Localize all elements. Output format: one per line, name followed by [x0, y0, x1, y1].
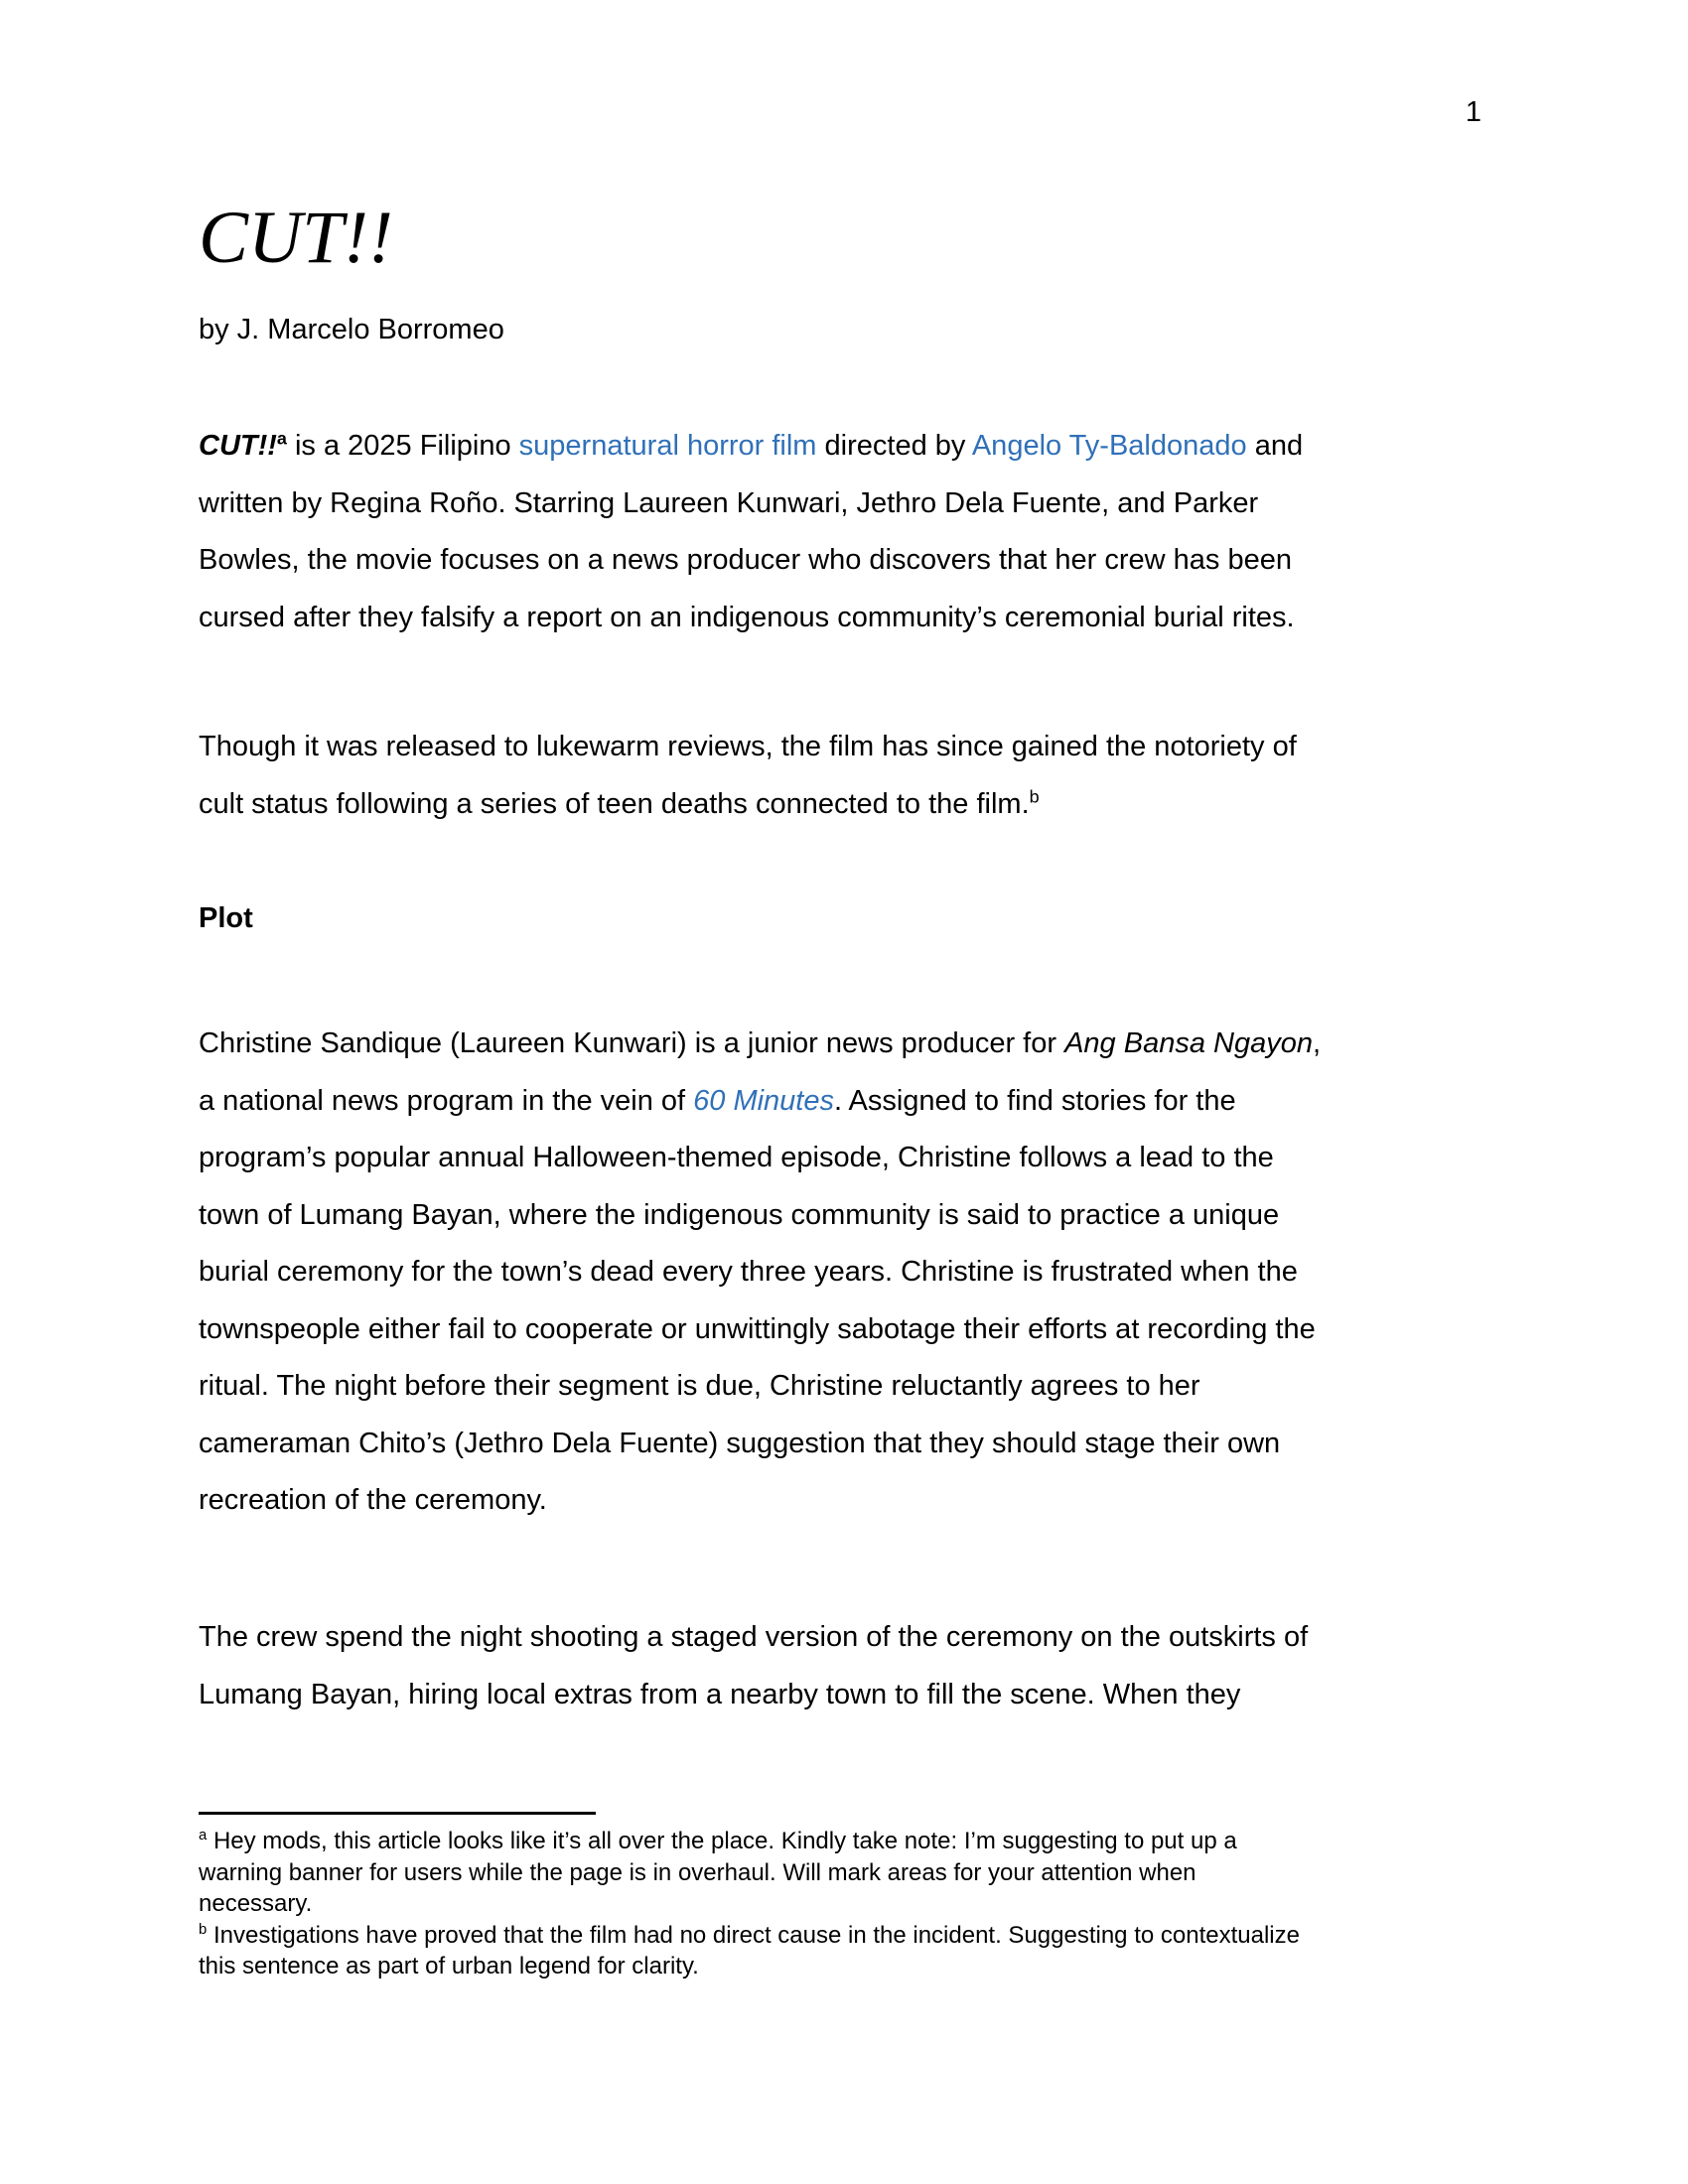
text-segment: a — [276, 428, 287, 449]
plot-paragraph-1 — [199, 1016, 1569, 1530]
text-segment: recreation of the ceremony. — [199, 1484, 547, 1516]
text-line — [199, 1609, 1569, 1667]
text-line — [199, 1358, 1569, 1416]
text-line — [199, 476, 1569, 533]
text-segment: town of Lumang Bayan, where the indigenous community is said to practice a unique — [199, 1198, 1280, 1231]
text-line — [199, 1244, 1569, 1301]
text-segment: directed by — [816, 430, 972, 462]
text-line — [199, 890, 1569, 948]
intro-paragraph-2 — [199, 719, 1569, 833]
inline-link[interactable]: supernatural horror film — [518, 430, 817, 462]
text-line — [199, 1857, 1569, 1889]
text-line — [199, 532, 1569, 590]
text-segment: townspeople either fail to cooperate or unwittingly sabotage their efforts at recording the — [199, 1312, 1316, 1345]
text-segment: this sentence as part of urban legend for clarity. — [199, 1953, 699, 1979]
text-segment: CUT!! — [199, 430, 277, 462]
text-line — [199, 590, 1569, 647]
text-line — [199, 418, 1569, 476]
plot-paragraph-2 — [199, 1609, 1569, 1723]
text-segment: program’s popular annual Halloween-themed episode, Christine follows a lead to the — [199, 1142, 1274, 1173]
text-segment: Plot — [199, 902, 253, 934]
text-line — [199, 1016, 1569, 1073]
text-line — [199, 1073, 1569, 1131]
text-segment: cameraman Chito’s (Jethro Dela Fuente) suggestion that they should stage their own — [199, 1427, 1281, 1459]
footnotes — [199, 1826, 1569, 1982]
text-segment: The crew spend the night shooting a staged version of the ceremony on the outskirts of — [199, 1621, 1309, 1653]
byline: by J. Marcelo Borromeo — [199, 314, 504, 345]
text-line — [199, 1826, 1569, 1857]
page-number: 1 — [1465, 96, 1481, 128]
text-segment: necessary. — [199, 1890, 313, 1917]
inline-link[interactable]: Angelo Ty-Baldonado — [971, 430, 1247, 462]
text-segment: Lumang Bayan, hiring local extras from a nearby town to fill the scene. When they — [199, 1678, 1241, 1710]
text-line — [199, 719, 1569, 776]
text-line — [199, 1130, 1569, 1187]
text-segment: Though it was released to lukewarm reviews, the film has since gained the notoriety of — [199, 731, 1297, 762]
text-line — [199, 1472, 1569, 1530]
text-line — [199, 1187, 1569, 1245]
text-segment: b — [1029, 785, 1040, 806]
inline-link[interactable]: 60 Minutes — [693, 1084, 834, 1117]
text-segment: b — [199, 1921, 208, 1938]
text-segment: Ang Bansa Ngayon — [1064, 1027, 1313, 1059]
intro-paragraph-1 — [199, 418, 1569, 646]
text-line — [199, 1667, 1569, 1724]
text-segment: cult status following a series of teen deaths connected to the film. — [199, 787, 1030, 820]
text-segment: . Assigned to find stories for the — [834, 1084, 1236, 1117]
text-segment: warning banner for users while the page is in overhaul. Will mark areas for your attention when — [199, 1858, 1196, 1886]
text-segment: , — [1312, 1027, 1322, 1059]
text-line — [199, 1301, 1569, 1359]
text-segment: cursed after they falsify a report on an indigenous community’s ceremonial burial rites. — [199, 601, 1295, 633]
text-segment: Hey mods, this article looks like it’s all over the place. Kindly take note: I’m suggesting to put up a — [207, 1828, 1237, 1854]
footnote-separator — [199, 1812, 596, 1815]
text-line — [199, 1951, 1569, 1982]
text-segment: and — [1246, 430, 1304, 462]
text-line — [199, 1888, 1569, 1920]
text-segment: Investigations have proved that the film had no direct cause in the incident. Suggesting to contextualize — [207, 1921, 1300, 1949]
text-segment: is a 2025 Filipino — [286, 430, 519, 462]
text-segment: written by Regina Roño. Starring Laureen Kunwari, Jethro Dela Fuente, and Parker — [199, 486, 1259, 519]
text-line — [199, 776, 1569, 834]
text-segment: a national news program in the vein of — [199, 1084, 694, 1117]
text-line — [199, 1416, 1569, 1473]
text-segment: a — [199, 1828, 208, 1843]
text-segment: burial ceremony for the town’s dead every three years. Christine is frustrated when the — [199, 1256, 1298, 1288]
plot-heading — [199, 890, 1569, 948]
text-segment: Bowles, the movie focuses on a news producer who discovers that her crew has been — [199, 544, 1292, 576]
text-segment: Christine Sandique (Laureen Kunwari) is a junior news producer for — [199, 1027, 1065, 1059]
document-title: CUT!! — [199, 197, 393, 279]
text-segment: ritual. The night before their segment is due, Christine reluctantly agrees to her — [199, 1370, 1200, 1402]
text-line — [199, 1920, 1569, 1952]
